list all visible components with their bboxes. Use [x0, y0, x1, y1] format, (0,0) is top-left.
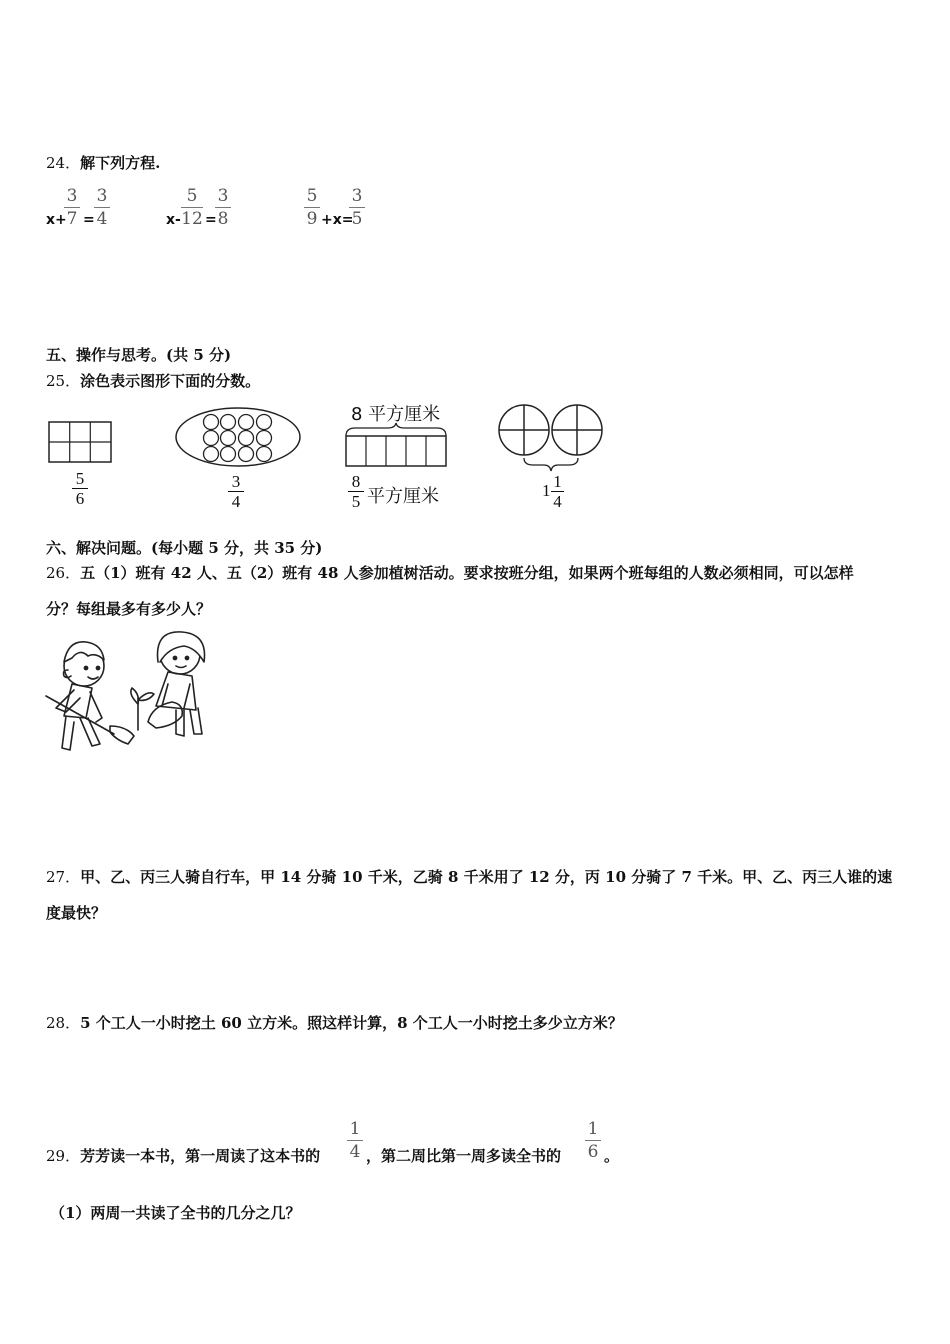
fig4-denominator: 4 — [553, 492, 562, 511]
fig2-fraction — [228, 473, 244, 510]
fig3-top-label: 8 平方厘米 — [351, 404, 441, 425]
q25-number: 25． — [46, 372, 81, 390]
eq1-den-left: 7 — [66, 209, 78, 229]
q28-text: 5 个工人一小时挖土 60 立方米。照这样计算，8 个工人一小时挖土多少立方米？ — [80, 1014, 623, 1032]
eq2-num-right: 3 — [217, 186, 229, 206]
fig4-numerator: 1 — [553, 472, 562, 491]
fig1-fraction — [72, 470, 88, 507]
q26-number: 26． — [46, 564, 81, 582]
grid-rectangle-figure — [48, 421, 114, 465]
eq3-den-left: 9 — [306, 209, 318, 229]
eq2-fraction-left — [181, 186, 203, 229]
q29-f2-numerator: 1 — [587, 1119, 599, 1139]
ellipse-circles-figure — [173, 405, 303, 469]
q29-subquestion-1: （1）两周一共读了全书的几分之几？ — [50, 1204, 301, 1222]
eq3-num-left: 5 — [306, 186, 318, 206]
eq2-fraction-right — [215, 186, 231, 229]
q29-stem-part1 — [46, 1145, 320, 1166]
q27-line2: 度最快？ — [46, 904, 107, 922]
eq1-num-left: 3 — [66, 186, 78, 206]
children-planting-illustration — [44, 626, 224, 756]
eq3-num-right: 3 — [351, 186, 363, 206]
eq2-num-left: 5 — [186, 186, 198, 206]
q29-fraction-2 — [585, 1119, 601, 1162]
q29-fraction-1 — [347, 1119, 363, 1162]
fig3-denominator: 5 — [351, 492, 361, 511]
q25-text: 涂色表示图形下面的分数。 — [80, 372, 261, 390]
q24-number: 24． — [46, 154, 81, 172]
q26-line2: 分？每组最多有多少人？ — [46, 600, 212, 618]
fig1-numerator: 5 — [75, 469, 85, 488]
eq1-fraction-left — [64, 186, 80, 229]
q28-number: 28． — [46, 1014, 81, 1032]
eq2-equals: = — [205, 212, 217, 228]
section6-heading: 六、解决问题。(每小题 5 分，共 35 分) — [46, 539, 323, 557]
two-circles-figure — [498, 402, 606, 472]
q29-text-c: 。 — [604, 1147, 620, 1165]
q29-f1-numerator: 1 — [349, 1119, 361, 1139]
q29-f1-denominator: 4 — [349, 1142, 361, 1162]
fig3-fraction — [348, 473, 364, 510]
eq2-prefix: x- — [166, 212, 181, 228]
fig3-unit: 平方厘米 — [367, 486, 439, 507]
q27-line1 — [46, 866, 892, 887]
eq1-equals: = — [83, 212, 95, 228]
bar-strip-figure — [343, 422, 449, 468]
q24-text: 解下列方程. — [80, 154, 161, 172]
eq3-middle: +x= — [321, 212, 354, 228]
fig2-denominator: 4 — [231, 492, 241, 511]
q29-number: 29． — [46, 1147, 81, 1165]
fig4-fraction — [551, 473, 564, 510]
fig1-denominator: 6 — [75, 489, 85, 508]
fig4-whole: 1 — [542, 481, 551, 500]
eq1-den-right: 4 — [96, 209, 108, 229]
q26-text-line1: 五（1）班有 42 人、五（2）班有 48 人参加植树活动。要求按班分组，如果两个班每组的人数必须相同，可以怎样 — [80, 564, 854, 582]
q26-line1 — [46, 562, 854, 583]
fig2-numerator: 3 — [231, 472, 241, 491]
q28-stem — [46, 1012, 623, 1033]
eq1-prefix: x+ — [46, 212, 67, 228]
eq3-den-right: 5 — [351, 209, 363, 229]
eq1-fraction-right — [94, 186, 110, 229]
q27-text-line1: 甲、乙、丙三人骑自行车，甲 14 分骑 10 千米，乙骑 8 千米用了 12 分，丙 10 分骑了 7 千米。甲、乙、丙三人谁的速 — [80, 868, 893, 886]
q24-stem — [46, 152, 160, 173]
fig3-numerator: 8 — [351, 472, 361, 491]
eq1-num-right: 3 — [96, 186, 108, 206]
section5-heading: 五、操作与思考。(共 5 分) — [46, 346, 232, 364]
q27-number: 27． — [46, 868, 81, 886]
q29-f2-denominator: 6 — [587, 1142, 599, 1162]
q29-text-a: 芳芳读一本书，第一周读了这本书的 — [80, 1147, 321, 1165]
eq2-den-left: 12 — [181, 209, 203, 229]
eq3-fraction-right — [349, 186, 365, 229]
eq3-fraction-left — [304, 186, 320, 229]
q29-text-b: ，第二周比第一周多读全书的 — [366, 1147, 562, 1165]
q25-stem — [46, 370, 260, 391]
eq2-den-right: 8 — [217, 209, 229, 229]
